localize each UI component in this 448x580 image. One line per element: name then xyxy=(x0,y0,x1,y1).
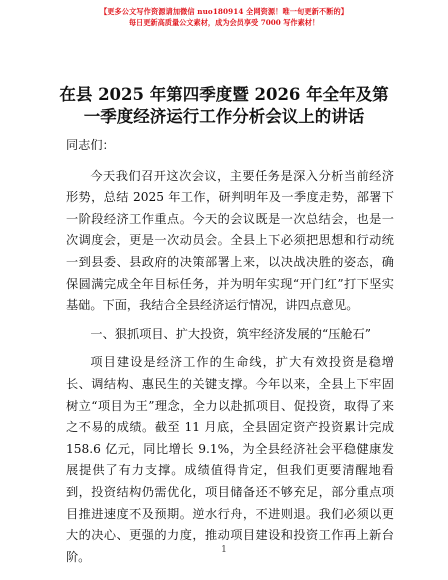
banner-line-2: 每日更新高质量公文素材，成为会员享受 7000 写作素材！ xyxy=(128,18,320,27)
banner-line-1: 【更多公文写作资源请加微信 nuo180914 全网资源！唯一旬更新不断的】 xyxy=(99,7,349,16)
page-number: 1 xyxy=(221,545,227,555)
body-paragraph: 今天我们召开这次会议，主要任务是深入分析当前经济形势，总结 2025 年工作，研判明年及一季度走势，部署下一阶段经济工作重点。今天的会议既是一次总结会，也是一次调度会，更是一次动员会。全县上下必须把思想和行动统一到县委、县政府的决策部署上来，以决战决胜的姿态，确保圆满完成全年目标任务，并为明年实现“开门红”打下坚实基础。下面，我结合全县经济运行情况，讲四点意见。 xyxy=(66,168,394,313)
document-body xyxy=(66,135,394,568)
body-paragraph: 项目建设是经济工作的生命线，扩大有效投资是稳增长、调结构、惠民生的关键支撑。今年以来，全县上下牢固树立“项目为王”理念，全力以赴抓项目、促投资，取得了来之不易的成绩。截至 11 月底，全县固定资产投资累计完成 158.6 亿元，同比增长 9.1%，为全县经济社会平稳健康发展提供了有力支撑。成绩值得肯定，但我们更要清醒地看到，投资结构仍需优化，项目储备还不够充足，部分重点项目推进速度不及预期。逆水行舟，不进则退。我们必须以更大的决心、更强的力度，推动项目建设和投资工作再上新台阶。 xyxy=(66,355,394,564)
header-banner xyxy=(80,6,368,28)
greeting: 同志们： xyxy=(66,138,115,152)
section-heading: 一、狠抓项目、扩大投资，筑牢经济发展的“压舱石” xyxy=(90,326,371,341)
document-title: 在县 2025 年第四季度暨 2026 年全年及第一季度经济运行工作分析会议上的讲话 xyxy=(59,85,389,126)
